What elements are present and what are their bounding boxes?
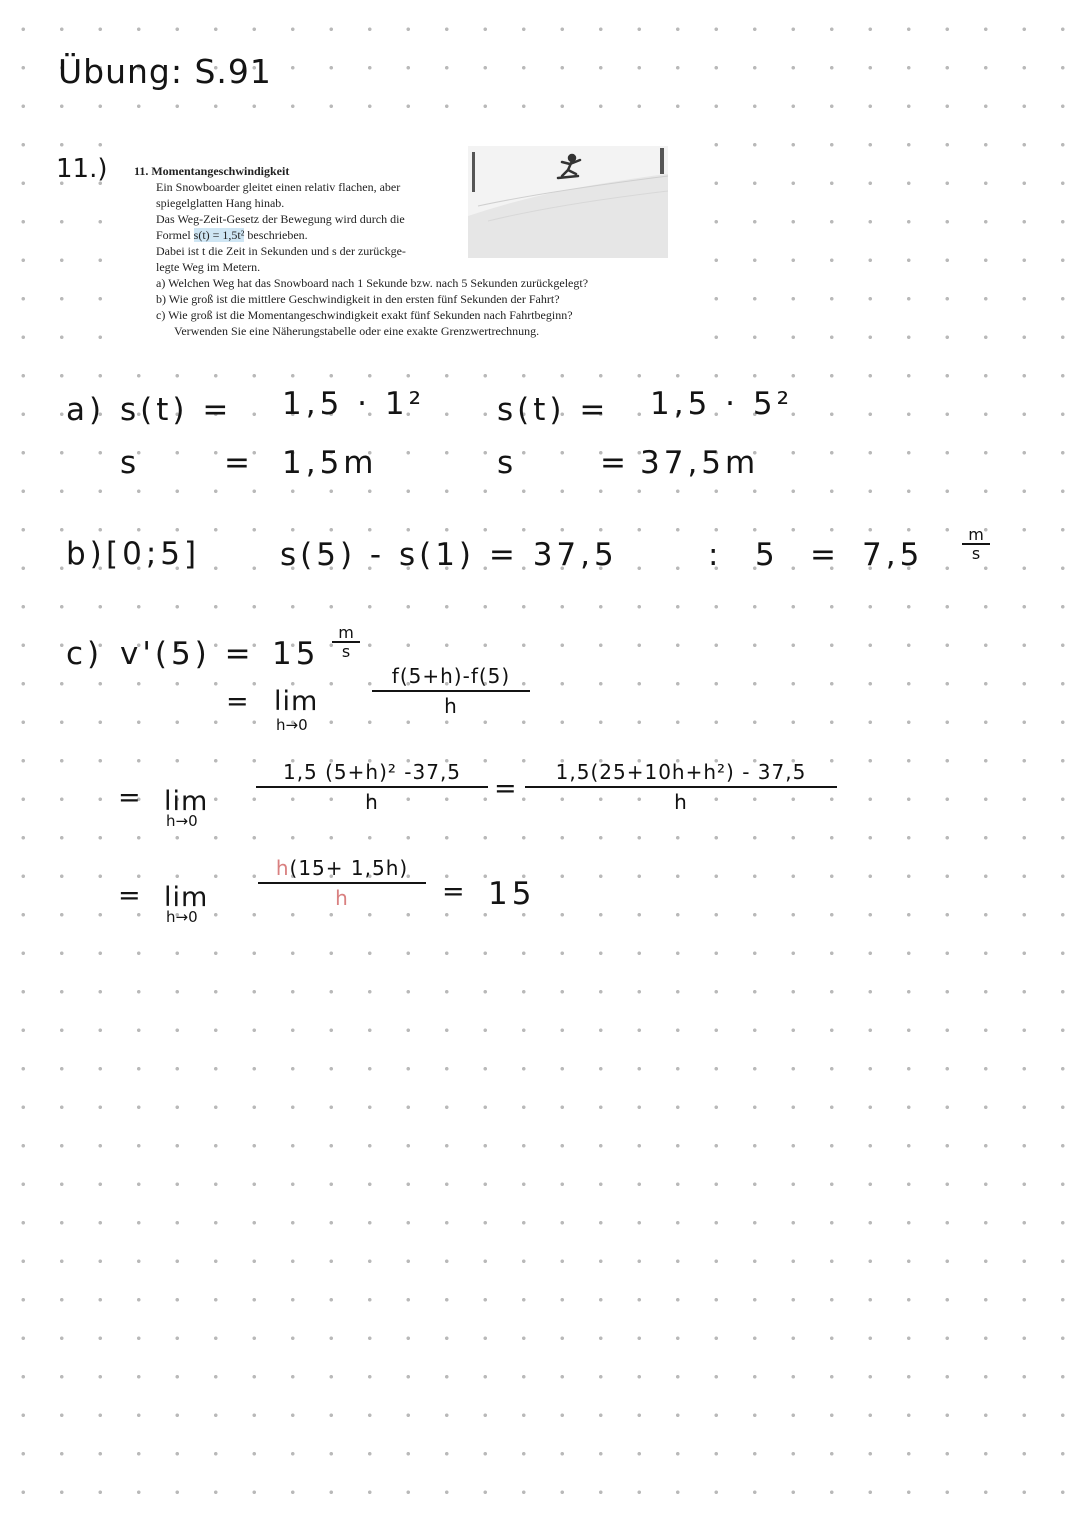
- part-a-eq2-rhs: 1,5 · 5²: [650, 386, 794, 422]
- textbook-line: legte Weg im Metern.: [156, 260, 261, 274]
- textbook-line: spiegelglatten Hang hinab.: [156, 196, 285, 210]
- textbook-line: Dabei ist t die Zeit in Sekunden und s der zurückge-: [156, 244, 406, 258]
- part-b-unit-numerator: m: [962, 526, 990, 545]
- part-c-fraction-2: [256, 760, 488, 814]
- part-c-lim-sub-2: h→0: [166, 812, 198, 830]
- part-c-fraction-1: [372, 664, 530, 718]
- part-c-lim-sub-3: h→0: [166, 908, 198, 926]
- part-c-fraction-2-denominator: h: [365, 790, 379, 814]
- textbook-question-a: a) Welchen Weg hat das Snowboard nach 1 Sekunde bzw. nach 5 Sekunden zurückgelegt?: [156, 276, 589, 290]
- part-b-expression: s(5) - s(1) = 37,5: [280, 537, 618, 573]
- part-c-equals-3: =: [494, 773, 518, 804]
- part-a-eq1-lhs: s(t) =: [120, 392, 233, 428]
- part-a-eq1-result: 1,5m: [282, 445, 378, 481]
- part-a-eq2-equals: =: [600, 445, 630, 481]
- part-c-fraction-1-denominator: h: [444, 694, 458, 718]
- part-b-divisor: 5: [755, 537, 779, 573]
- textbook-formula-prefix: Formel: [156, 228, 191, 242]
- part-b-interval: [0;5]: [106, 536, 201, 572]
- exercise-number: 11.): [56, 154, 108, 184]
- page-title: Übung: S.91: [58, 52, 272, 91]
- part-c-fraction-4: [258, 856, 426, 910]
- struck-h-numerator: h: [275, 856, 290, 880]
- part-a-eq2-result: 37,5m: [640, 445, 760, 481]
- part-c-fraction-3: [525, 760, 837, 814]
- part-c-value: 15: [272, 636, 320, 672]
- part-c-fraction-4-numerator-text: (15+ 1,5h): [289, 856, 409, 880]
- textbook-line: beschrieben.: [247, 228, 308, 242]
- part-a-eq1-rhs: 1,5 · 1²: [282, 386, 426, 422]
- part-a-eq1-s: s: [120, 445, 141, 481]
- part-c-lim-1: lim: [274, 686, 319, 717]
- part-c-lim-2: lim: [164, 786, 209, 817]
- part-b-label: b): [66, 536, 106, 572]
- part-a-eq2-lhs: s(t) =: [497, 392, 610, 428]
- part-c-equals-5: =: [442, 876, 466, 907]
- part-c-fraction-1-numerator: f(5+h)-f(5): [372, 664, 530, 692]
- part-c-equals-4: =: [118, 880, 142, 911]
- part-c-unit-denominator: s: [341, 642, 351, 661]
- part-c-fraction-3-denominator: h: [674, 790, 688, 814]
- textbook-hint: Verwenden Sie eine Näherungstabelle oder eine exakte Grenzwertrechnung.: [174, 324, 540, 338]
- part-c-lhs: v'(5) =: [120, 636, 255, 672]
- part-c-equals-1: =: [226, 686, 250, 717]
- part-c-label: c): [66, 636, 104, 672]
- textbook-excerpt: [120, 142, 680, 352]
- part-a-label: a): [66, 392, 106, 428]
- part-c-unit-numerator: m: [332, 624, 360, 643]
- part-c-lim-sub-1: h→0: [276, 716, 308, 734]
- part-b-divide: :: [708, 537, 723, 573]
- part-c-fraction-2-numerator: 1,5 (5+h)² -37,5: [256, 760, 488, 788]
- part-a-eq2-s: s: [497, 445, 518, 481]
- textbook-line: Das Weg-Zeit-Gesetz der Bewegung wird durch die: [156, 212, 405, 226]
- textbook-line: Ein Snowboarder gleitet einen relativ flachen, aber: [156, 180, 401, 194]
- struck-h-denominator: h: [335, 886, 349, 910]
- part-a-eq1-equals: =: [224, 445, 254, 481]
- part-c-lim-3: lim: [164, 882, 209, 913]
- textbook-question-c: c) Wie groß ist die Momentangeschwindigkeit exakt fünf Sekunden nach Fahrtbeginn?: [156, 308, 573, 322]
- part-c-fraction-3-numerator: 1,5(25+10h+h²) - 37,5: [525, 760, 837, 788]
- part-c-unit: [332, 624, 360, 660]
- part-c-result: 15: [488, 876, 536, 912]
- textbook-heading: 11. Momentangeschwindigkeit: [134, 164, 290, 178]
- part-c-fraction-4-numerator: [258, 856, 426, 884]
- part-c-equals-2: =: [118, 782, 142, 813]
- textbook-formula: s(t) = 1,5t²: [193, 228, 245, 242]
- part-b-unit: [962, 526, 990, 562]
- textbook-question-b: b) Wie groß ist die mittlere Geschwindigkeit in den ersten fünf Sekunden der Fahrt?: [156, 292, 560, 306]
- part-b-unit-denominator: s: [971, 544, 981, 563]
- part-b-result: 7,5: [862, 537, 924, 573]
- part-b-equals: =: [810, 537, 840, 573]
- snowboarder-photo: [468, 146, 668, 258]
- textbook-formula-line: [156, 228, 308, 242]
